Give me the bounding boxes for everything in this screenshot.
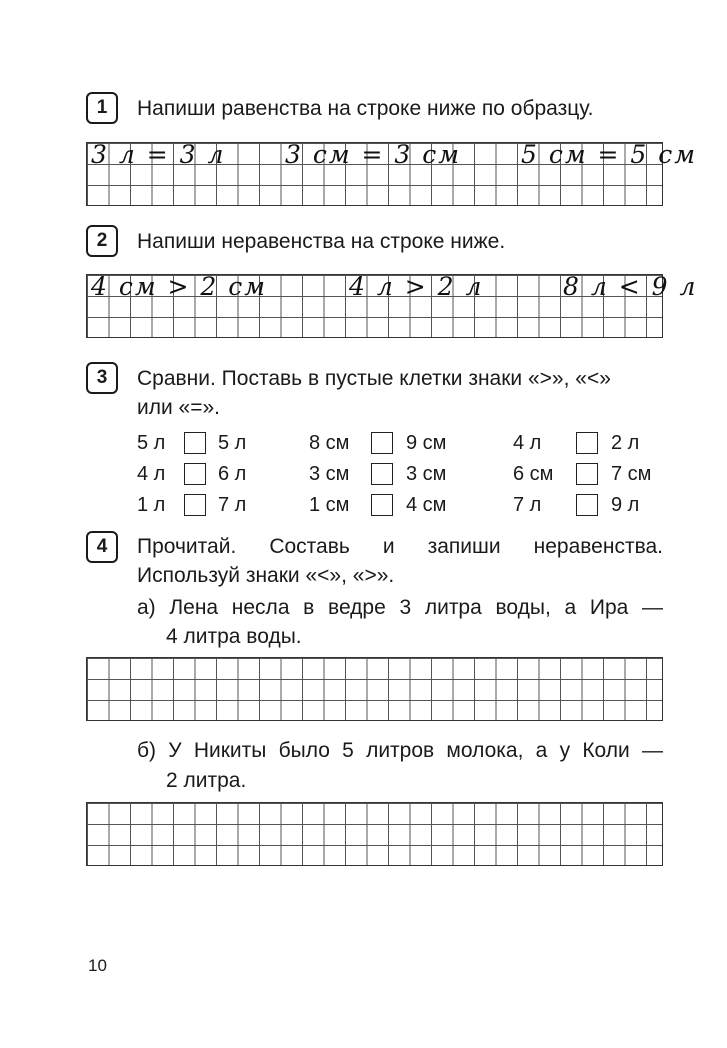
compare-box[interactable] [371, 463, 393, 485]
compare-right: 7 л [218, 494, 247, 516]
compare-right: 6 л [218, 463, 247, 485]
task-4-text-line1: Прочитай. Составь и запиши неравенства. [137, 535, 663, 558]
compare-box[interactable] [184, 494, 206, 516]
compare-left: 4 л [137, 463, 166, 485]
task-4-text-line2: Используй знаки «<», «>». [137, 564, 395, 587]
compare-left: 7 л [513, 494, 542, 516]
task-3-text-line1: Сравни. Поставь в пустые клетки знаки «>», «<» [137, 367, 611, 390]
task-number-3: 3 [86, 362, 118, 394]
example-equality-1: 3 л = 3 л [91, 140, 226, 169]
task-2-text: Напиши неравенства на строке ниже. [137, 230, 506, 253]
compare-box[interactable] [576, 494, 598, 516]
example-inequality-3: 8 л < 9 л [563, 272, 698, 301]
task-number-1: 1 [86, 92, 118, 124]
compare-box[interactable] [184, 432, 206, 454]
compare-box[interactable] [371, 494, 393, 516]
example-inequality-1: 4 см > 2 см [91, 272, 268, 301]
page-number: 10 [88, 956, 107, 975]
example-inequality-2: 4 л > 2 л [349, 272, 484, 301]
compare-box[interactable] [371, 432, 393, 454]
compare-box[interactable] [184, 463, 206, 485]
compare-right: 9 см [406, 432, 447, 454]
writing-grid-task-4a[interactable] [86, 657, 663, 721]
task-1-text: Напиши равенства на строке ниже по образцу. [137, 97, 594, 120]
compare-right: 9 л [611, 494, 640, 516]
compare-right: 4 см [406, 494, 447, 516]
compare-right: 2 л [611, 432, 640, 454]
writing-grid-task-2[interactable] [86, 272, 698, 338]
compare-right: 7 см [611, 463, 652, 485]
example-equality-2: 3 см = 3 см [285, 140, 462, 169]
task-3-text-line2: или «=». [137, 396, 221, 419]
compare-left: 8 см [309, 432, 350, 454]
task-number-2: 2 [86, 225, 118, 257]
compare-left: 4 л [513, 432, 542, 454]
compare-right: 5 л [218, 432, 247, 454]
compare-box[interactable] [576, 432, 598, 454]
task-number-4: 4 [86, 531, 118, 563]
writing-grid-task-1[interactable] [86, 140, 698, 206]
compare-left: 1 л [137, 494, 166, 516]
compare-box[interactable] [576, 463, 598, 485]
compare-left: 6 см [513, 463, 554, 485]
task-4a-text-line2: 4 литра воды. [166, 625, 302, 648]
task-4a-text-line1: а) Лена несла в ведре 3 литра воды, а Ира — [137, 596, 663, 619]
compare-left: 5 л [137, 432, 166, 454]
compare-right: 3 см [406, 463, 447, 485]
example-equality-3: 5 см = 5 см [521, 140, 698, 169]
writing-grid-task-4b[interactable] [86, 802, 663, 866]
compare-left: 1 см [309, 494, 350, 516]
task-4b-text-line2: 2 литра. [166, 769, 247, 792]
task-4b-text-line1: б) У Никиты было 5 литров молока, а у Коли — [137, 739, 663, 762]
compare-left: 3 см [309, 463, 350, 485]
